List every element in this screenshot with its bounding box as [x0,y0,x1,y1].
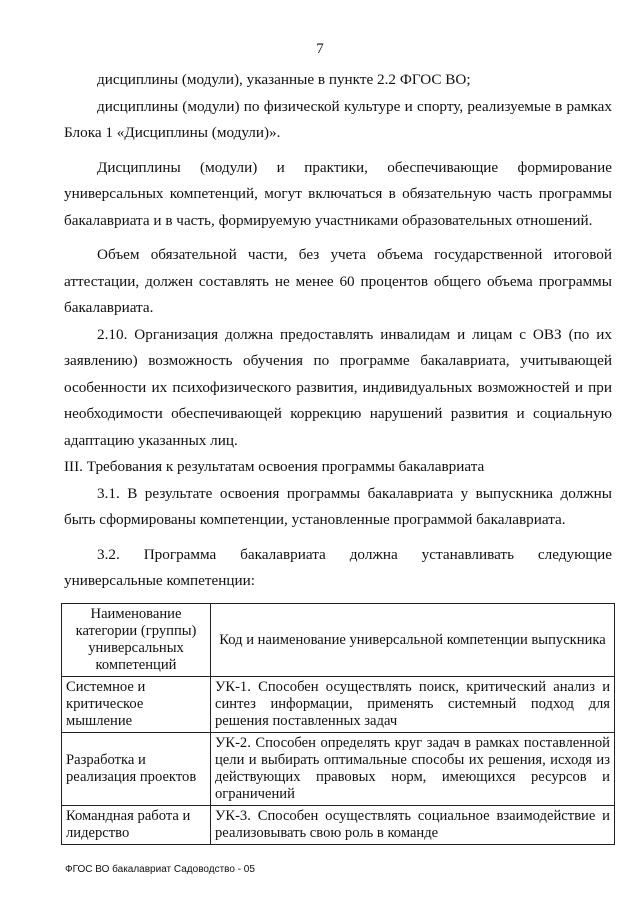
table-header-category: Наименование категории (группы) универсальных компетенций [62,604,211,677]
paragraph-4: Объем обязательной части, без учета объема государственной итоговой аттестации, должен составлять не менее 60 процентов общего объема программы бакалавриата. [64,246,612,316]
table-cell-category: Командная работа и лидерство [62,806,211,845]
table-header-row [62,604,615,677]
table-row [62,677,615,733]
paragraph-1: дисциплины (модули), указанные в пункте 2.2 ФГОС ВО; [97,71,471,88]
section-paragraph-1: 3.1. В результате освоения программы бакалавриата у выпускника должны быть сформированы компетенции, установленные программой бакалавриата. [64,484,612,528]
table-cell-competence: УК-3. Способен осуществлять социальное взаимодействие и реализовывать свою роль в команде [211,806,615,845]
table-row [62,806,615,845]
document-body [64,67,612,595]
table-cell-competence: УК-2. Способен определять круг задач в рамках поставленной цели и выбирать оптимальные способы их решения, исходя из действующих правовых норм, имеющихся ресурсов и ограничений [211,733,615,806]
table-row [62,733,615,806]
table-header-competence: Код и наименование универсальной компетенции выпускника [211,604,615,677]
page-number: 7 [316,41,324,57]
footer: ФГОС ВО бакалавриат Садоводство - 05 [65,864,255,875]
section-paragraph-2: 3.2. Программа бакалавриата должна устанавливать следующие универсальные компетенции: [64,545,612,589]
table-cell-competence: УК-1. Способен осуществлять поиск, критический анализ и синтез информации, применять системный подход для решения поставленных задач [211,677,615,733]
paragraph-5: 2.10. Организация должна предоставлять инвалидам и лицам с ОВЗ (по их заявлению) возможность обучения по программе бакалавриата, учитывающей особенности их психофизического развития, индивидуальных возможностей и при необходимости обеспечивающей коррекцию нарушений развития и социальную адаптацию указанных лиц. [64,325,612,449]
paragraph-2: дисциплины (модули) по физической культуре и спорту, реализуемые в рамках Блока 1 «Дисциплины (модули)». [64,97,612,141]
section-heading: III. Требования к результатам освоения программы бакалавриата [64,458,485,475]
competencies-table [61,603,615,845]
table-cell-category: Разработка и реализация проектов [62,733,211,806]
table-cell-category: Системное и критическое мышление [62,677,211,733]
paragraph-3: Дисциплины (модули) и практики, обеспечивающие формирование универсальных компетенций, могут включаться в обязательную часть программы бакалавриата и в часть, формируемую участниками образовательных отношений. [64,158,612,229]
